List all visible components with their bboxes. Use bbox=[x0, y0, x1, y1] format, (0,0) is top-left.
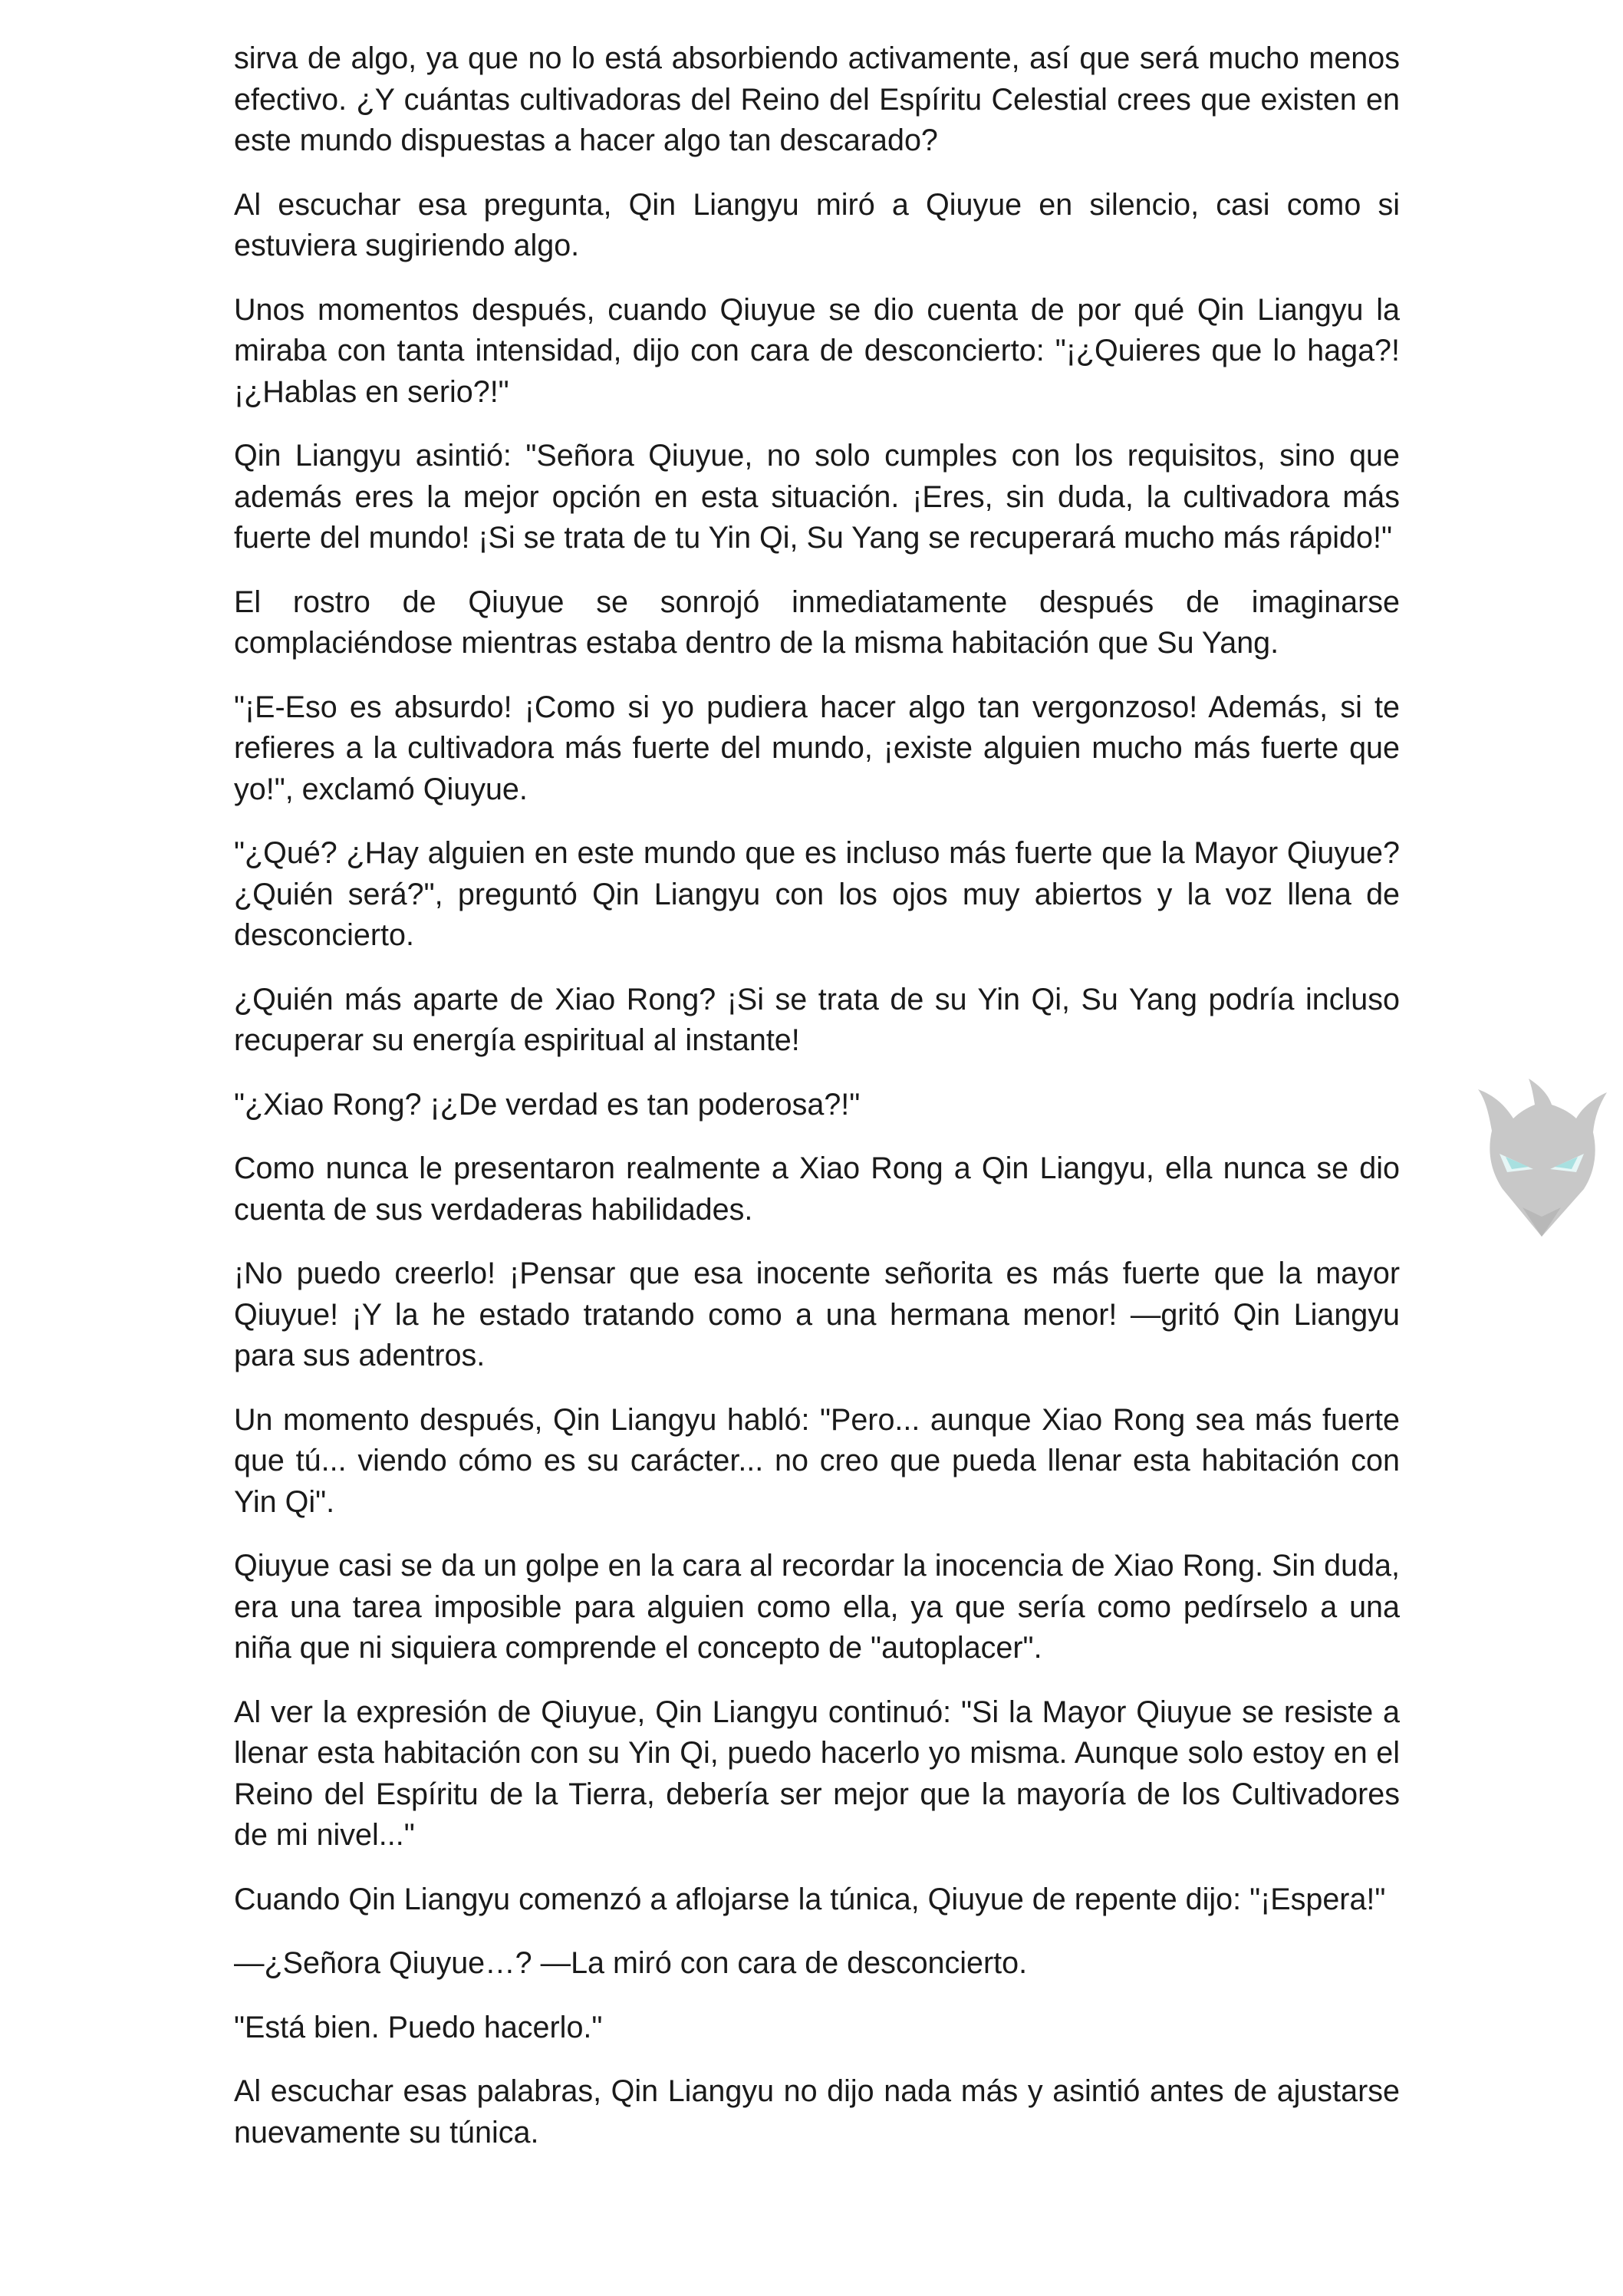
paragraph: El rostro de Qiuyue se sonrojó inmediatamente después de imaginarse complaciéndose mientras estaba dentro de la misma habitación que Su Yang. bbox=[234, 585, 1400, 660]
paragraph: Unos momentos después, cuando Qiuyue se dio cuenta de por qué Qin Liangyu la miraba con tanta intensidad, dijo con cara de desconcierto: "¡¿Quieres que lo haga?! ¡¿Hablas en serio?!" bbox=[234, 292, 1400, 409]
paragraph: Como nunca le presentaron realmente a Xiao Rong a Qin Liangyu, ella nunca se dio cuenta de sus verdaderas habilidades. bbox=[234, 1151, 1400, 1227]
paragraph: "Está bien. Puedo hacerlo." bbox=[234, 2010, 603, 2044]
paragraph: "¿Xiao Rong? ¡¿De verdad es tan poderosa?!" bbox=[234, 1087, 861, 1122]
paragraph: ¡No puedo creerlo! ¡Pensar que esa inocente señorita es más fuerte que la mayor Qiuyue! ¡Y la he estado tratando como a una hermana menor! —gritó Qin Liangyu para sus adentros. bbox=[234, 1257, 1400, 1372]
paragraph: —¿Señora Qiuyue…? —La miró con cara de desconcierto. bbox=[234, 1946, 1028, 1980]
paragraph: ¿Quién más aparte de Xiao Rong? ¡Si se trata de su Yin Qi, Su Yang podría incluso recuperar su energía espiritual al instante! bbox=[234, 982, 1400, 1057]
paragraph: Un momento después, Qin Liangyu habló: "Pero... aunque Xiao Rong sea más fuerte que tú... viendo cómo es su carácter... no creo que pueda llenar esta habitación con Yin Qi". bbox=[234, 1402, 1400, 1519]
paragraph: Cuando Qin Liangyu comenzó a aflojarse la túnica, Qiuyue de repente dijo: "¡Espera!" bbox=[234, 1882, 1386, 1916]
demon-head-logo-icon bbox=[1469, 1074, 1615, 1243]
paragraph: Qin Liangyu asintió: "Señora Qiuyue, no solo cumples con los requisitos, sino que además eres la mejor opción en esta situación. ¡Eres, sin duda, la cultivadora más fuerte del mundo! ¡Si se trata de tu Yin Qi, Su Yang se recuperará mucho más rápido!" bbox=[234, 439, 1400, 555]
paragraph: Qiuyue casi se da un golpe en la cara al recordar la inocencia de Xiao Rong. Sin duda, era una tarea imposible para alguien como ella, ya que sería como pedírselo a una niña que ni siquiera comprende el concepto de "autoplacer". bbox=[234, 1549, 1400, 1665]
paragraph: Al escuchar esa pregunta, Qin Liangyu miró a Qiuyue en silencio, casi como si estuviera sugiriendo algo. bbox=[234, 187, 1400, 262]
paragraph: Al ver la expresión de Qiuyue, Qin Liangyu continuó: "Si la Mayor Qiuyue se resiste a llenar esta habitación con su Yin Qi, puedo hacerlo yo misma. Aunque solo estoy en el Reino del Espíritu de la Tierra, debería ser mejor que la mayoría de los Cultivadores de mi nivel..." bbox=[234, 1695, 1400, 1852]
paragraph: "¿Qué? ¿Hay alguien en este mundo que es incluso más fuerte que la Mayor Qiuyue? ¿Quién será?", preguntó Qin Liangyu con los ojos muy abiertos y la voz llena de desconcierto. bbox=[234, 836, 1400, 952]
paragraph: "¡E-Eso es absurdo! ¡Como si yo pudiera hacer algo tan vergonzoso! Además, si te refieres a la cultivadora más fuerte del mundo, ¡existe alguien mucho más fuerte que yo!", exclamó Qiuyue. bbox=[234, 690, 1400, 806]
paragraph: sirva de algo, ya que no lo está absorbiendo activamente, así que será mucho menos efectivo. ¿Y cuántas cultivadoras del Reino del Espíritu Celestial crees que existen en este mundo dispuestas a hacer algo tan descarado? bbox=[234, 41, 1400, 157]
document-body bbox=[234, 38, 1400, 2176]
paragraph: Al escuchar esas palabras, Qin Liangyu no dijo nada más y asintió antes de ajustarse nuevamente su túnica. bbox=[234, 2074, 1400, 2149]
